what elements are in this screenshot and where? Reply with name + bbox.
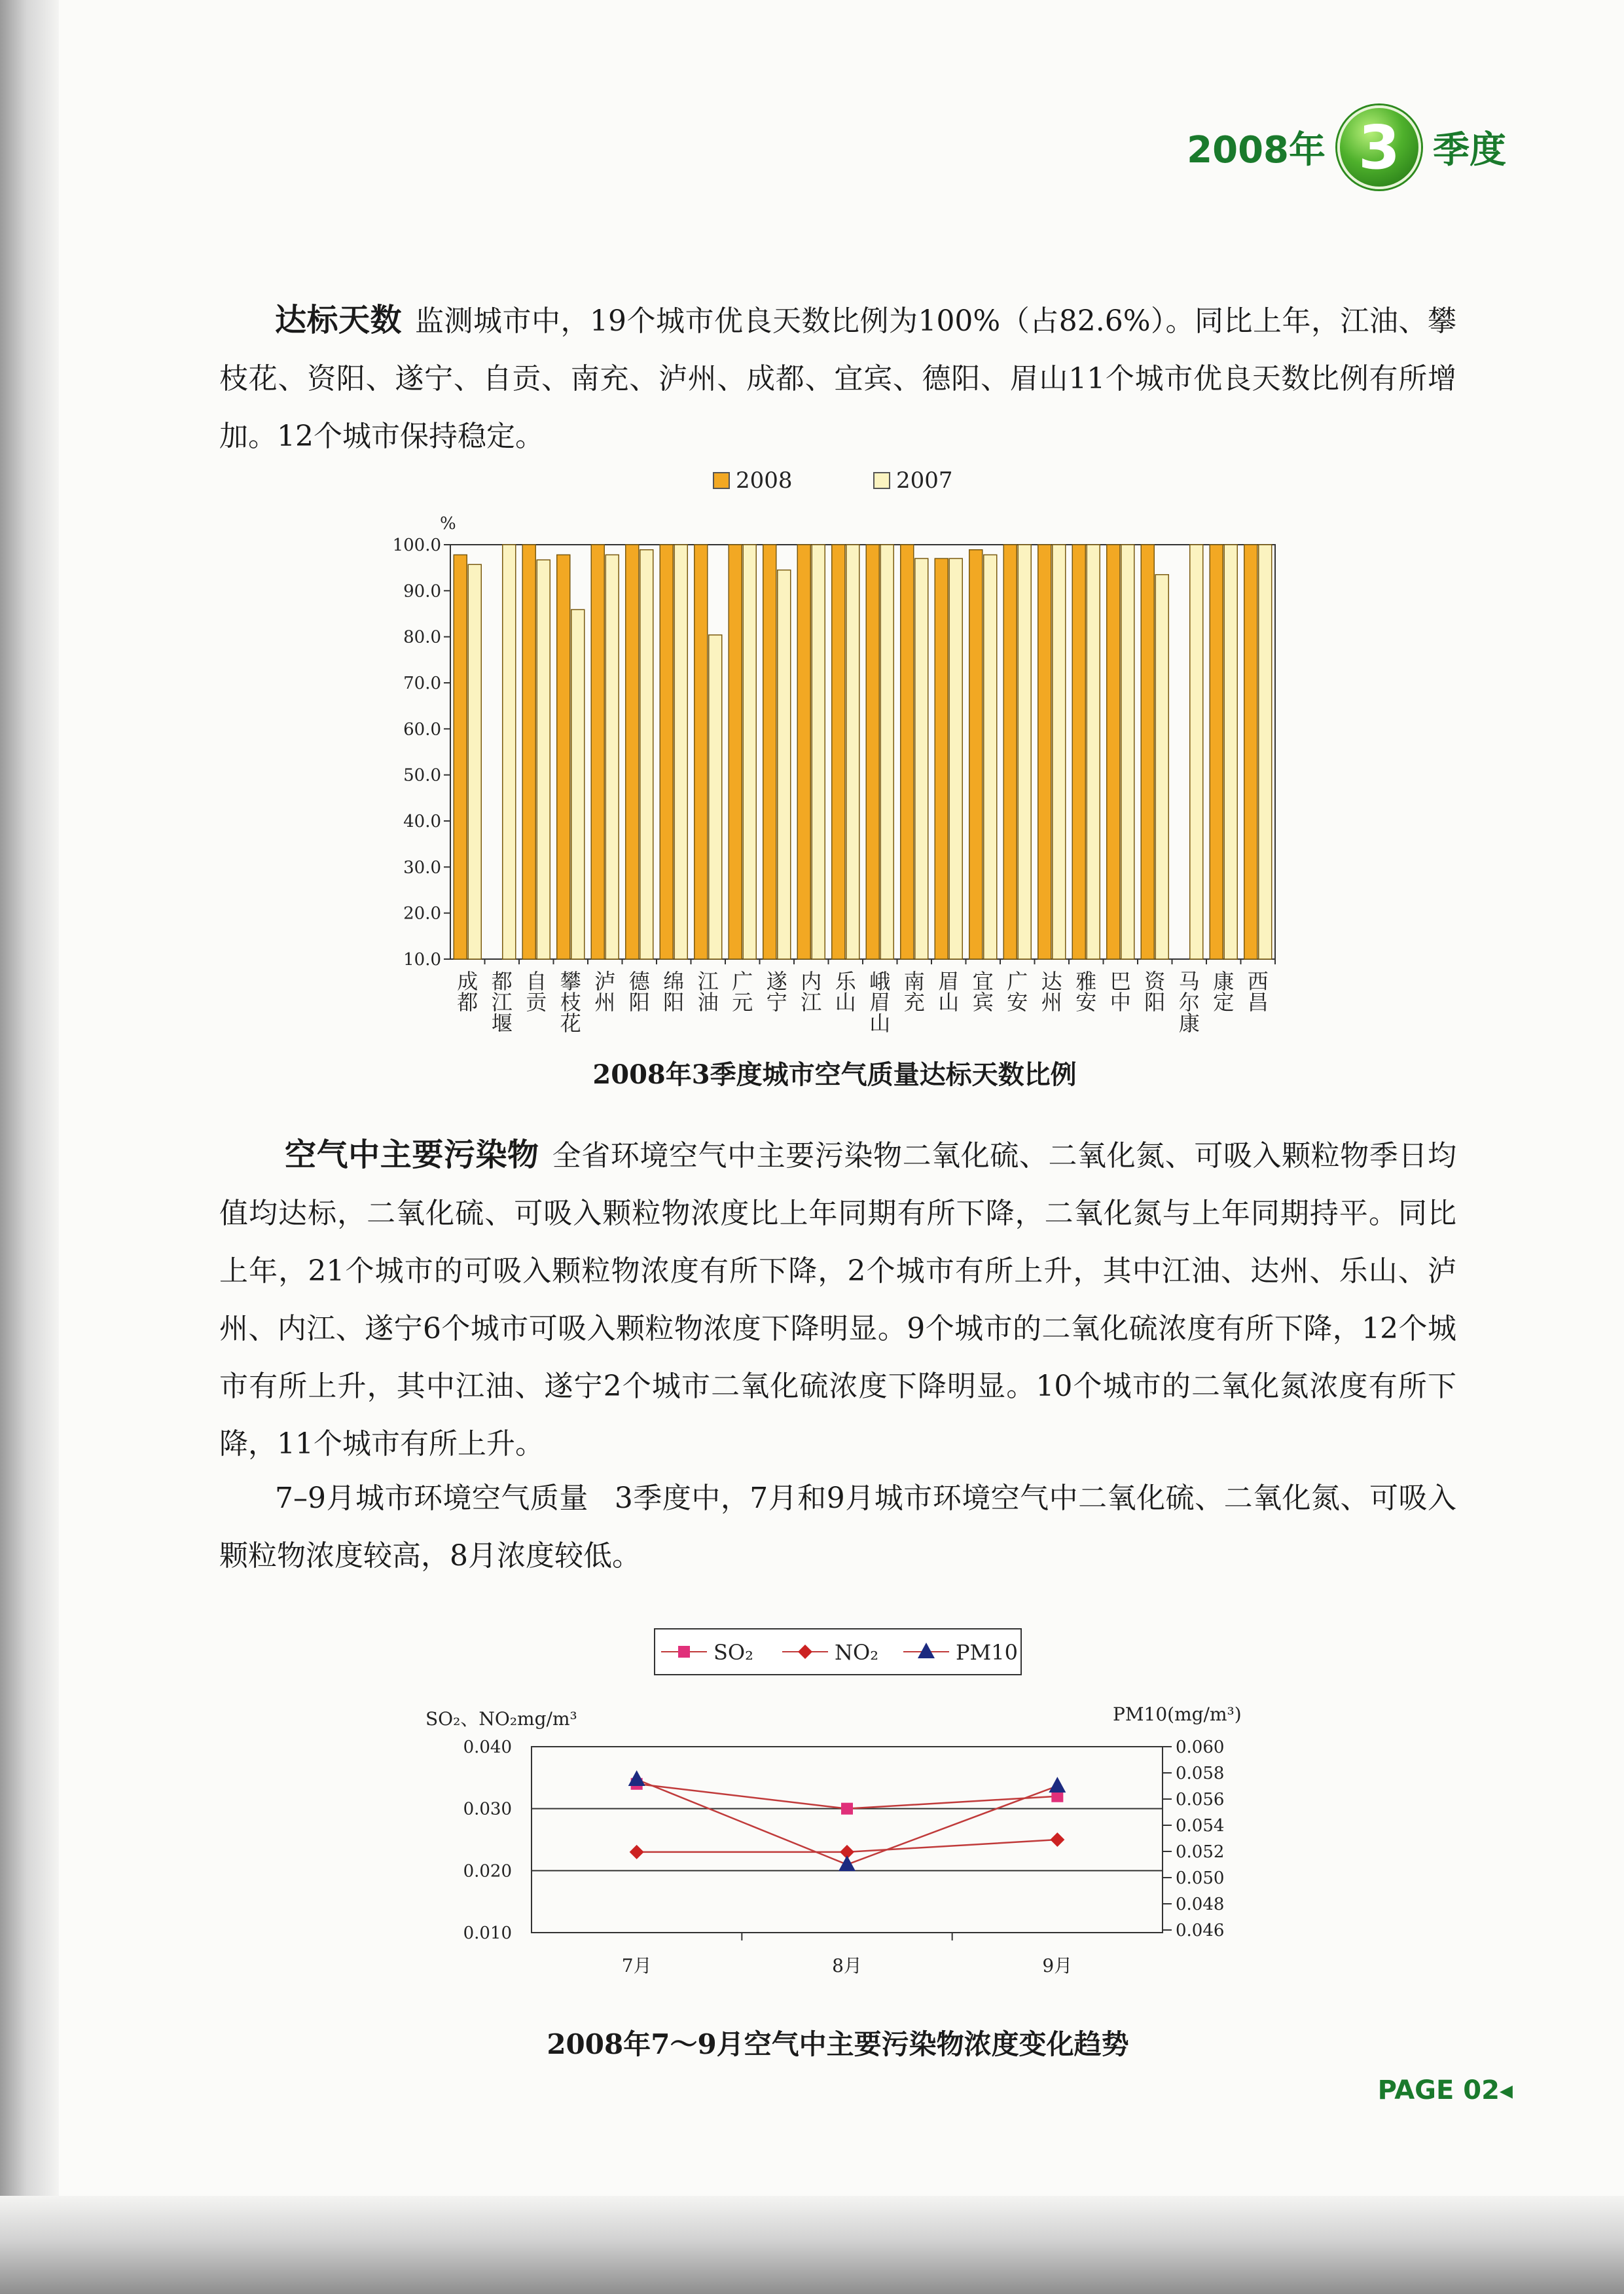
right-tick-label: 0.050 (1176, 1868, 1225, 1888)
quarter-header (1187, 105, 1506, 190)
legend-label-2007: 2007 (896, 467, 953, 494)
bar-2007-达州 (1053, 545, 1066, 959)
x-tick-label-攀枝花: 攀枝花 (560, 969, 581, 1036)
bar-2007-江油 (709, 635, 722, 959)
bar-2007-都江堰 (503, 545, 516, 959)
x-tick-label-成都: 成都 (457, 969, 478, 1015)
point-1-0 (630, 1845, 644, 1859)
y-tick-label: 90.0 (403, 581, 441, 602)
y-tick-label: 100.0 (392, 536, 441, 555)
bar-chart-x-labels (457, 969, 1269, 1036)
bar-2007-西昌 (1259, 545, 1272, 959)
bar-2007-康定 (1224, 545, 1237, 959)
bar-2008-雅安 (1072, 545, 1085, 959)
bar-2008-乐山 (832, 545, 845, 959)
bar-chart-legend (713, 467, 953, 494)
x-tick-label-内江: 内江 (801, 969, 822, 1015)
bar-2007-宜宾 (984, 555, 997, 959)
quarter-badge: 3 (1337, 105, 1421, 189)
line-chart-series (628, 1770, 1066, 1871)
bar-2007-南充 (915, 558, 928, 959)
x-tick-label-南充: 南充 (903, 969, 925, 1015)
section-main-pollutants (219, 1126, 1456, 1473)
compliance-bar-chart (367, 458, 1309, 1054)
bar-2007-德阳 (640, 550, 653, 959)
point-2-2 (1049, 1777, 1066, 1793)
bar-2008-西昌 (1244, 545, 1257, 959)
right-tick-label: 0.048 (1176, 1895, 1225, 1914)
y-tick-label: 20.0 (403, 903, 441, 924)
bar-2007-遂宁 (778, 570, 791, 959)
bar-2007-巴中 (1121, 545, 1134, 959)
bar-2007-广安 (1018, 545, 1031, 959)
line-chart-legend (655, 1629, 1021, 1675)
bar-2007-资阳 (1155, 575, 1168, 959)
point-2-1 (839, 1855, 856, 1871)
x-tick-label-巴中: 巴中 (1110, 969, 1131, 1015)
binding-shadow (0, 0, 59, 2294)
bar-2008-自贡 (522, 545, 535, 959)
bar-2008-绵阳 (660, 545, 673, 959)
right-tick-label: 0.056 (1176, 1790, 1225, 1810)
x-tick-label-资阳: 资阳 (1144, 969, 1166, 1015)
y-tick-label: 80.0 (403, 627, 441, 647)
section-heading: 达标天数 (275, 302, 402, 338)
line-chart-axes (425, 1703, 1242, 1976)
x-tick-label-遂宁: 遂宁 (766, 969, 787, 1015)
bar-chart-bars (454, 545, 1272, 959)
point-0-1 (841, 1803, 853, 1815)
bar-2007-广元 (743, 545, 756, 959)
bar-2007-眉山 (949, 558, 962, 959)
x-tick-label-达州: 达州 (1041, 969, 1062, 1015)
bar-2008-江油 (695, 545, 708, 959)
x-tick-label-自贡: 自贡 (526, 969, 547, 1015)
bar-2008-泸州 (591, 545, 604, 959)
legend-label: SO₂ (713, 1640, 753, 1665)
x-tick-label: 7月 (621, 1955, 652, 1976)
header-year: 2008年 (1187, 129, 1326, 172)
bar-2008-德阳 (626, 545, 639, 959)
plot-frame (532, 1747, 1163, 1933)
bar-2008-资阳 (1141, 545, 1154, 959)
x-tick-label-峨眉山: 峨眉山 (869, 969, 891, 1036)
header-quarter-suffix: 季度 (1433, 129, 1506, 172)
bar-2008-广元 (729, 545, 742, 959)
right-tick-label: 0.046 (1176, 1921, 1225, 1940)
section-body: 监测城市中，19个城市优良天数比例为100%（占82.6%）。同比上年，江油、攀枝花、资阳、遂宁、自贡、南充、泸州、成都、宜宾、德阳、眉山11个城市优良天数比例有所增加。12个城市保持稳定。 (219, 304, 1456, 453)
x-tick-label-江油: 江油 (697, 969, 719, 1015)
bar-2007-内江 (812, 545, 825, 959)
bar-2008-遂宁 (763, 545, 776, 959)
point-1-2 (1050, 1832, 1064, 1847)
y-axis-unit: % (440, 514, 456, 534)
x-tick-label: 9月 (1042, 1955, 1073, 1976)
section-monthly-quality (219, 1470, 1456, 1585)
right-tick-label: 0.054 (1176, 1816, 1225, 1836)
line-chart-caption: 2008年7～9月空气中主要污染物浓度变化趋势 (547, 2028, 1129, 2060)
bar-2007-自贡 (537, 560, 550, 959)
legend-label-2008: 2008 (736, 467, 793, 494)
x-tick-label-宜宾: 宜宾 (972, 969, 994, 1015)
x-tick-label-泸州: 泸州 (594, 969, 616, 1015)
y-tick-label: 60.0 (403, 719, 441, 740)
bar-chart-caption: 2008年3季度城市空气质量达标天数比例 (592, 1059, 1077, 1090)
bar-2007-峨眉山 (880, 545, 893, 959)
x-tick-label-西昌: 西昌 (1247, 969, 1269, 1015)
x-tick-label-绵阳: 绵阳 (663, 969, 685, 1015)
bar-2008-广安 (1003, 545, 1017, 959)
x-tick-label-康定: 康定 (1213, 969, 1235, 1015)
bar-2007-绵阳 (674, 545, 687, 959)
bar-2007-雅安 (1087, 545, 1100, 959)
y-tick-label: 30.0 (403, 858, 441, 878)
legend-label: NO₂ (835, 1640, 879, 1665)
left-tick-label: 0.020 (463, 1861, 512, 1882)
y-tick-label: 50.0 (403, 765, 441, 786)
bar-2008-宜宾 (969, 550, 983, 959)
bar-2008-峨眉山 (866, 545, 879, 959)
right-axis-label: PM10(mg/m³) (1113, 1703, 1242, 1725)
bar-2007-马尔康 (1190, 545, 1203, 959)
bar-2008-达州 (1038, 545, 1051, 959)
bar-2007-乐山 (846, 545, 859, 959)
bar-2007-成都 (468, 564, 481, 959)
x-tick-label-都江堰: 都江堰 (491, 969, 513, 1036)
legend-swatch-2007 (874, 473, 890, 488)
x-tick-label-眉山: 眉山 (938, 969, 960, 1015)
y-tick-label: 70.0 (403, 674, 441, 693)
bar-2008-内江 (797, 545, 810, 959)
pollutant-trend-chart (419, 1617, 1283, 1997)
point-2-0 (628, 1770, 645, 1786)
bar-2007-泸州 (605, 555, 619, 959)
bar-2008-康定 (1210, 545, 1223, 959)
left-tick-label: 0.040 (463, 1738, 512, 1757)
bar-2008-南充 (901, 545, 914, 959)
y-tick-label: 10.0 (403, 950, 441, 970)
bar-2008-巴中 (1107, 545, 1120, 959)
x-tick-label-广元: 广元 (732, 969, 753, 1015)
x-tick-label-马尔康: 马尔康 (1178, 969, 1200, 1036)
x-tick-label-乐山: 乐山 (835, 969, 856, 1015)
bar-2007-攀枝花 (571, 610, 585, 959)
x-tick-label-德阳: 德阳 (628, 969, 650, 1015)
x-tick-label-雅安: 雅安 (1075, 969, 1097, 1015)
section-heading: 空气中主要污染物 (285, 1137, 539, 1173)
section-compliance-days (219, 291, 1456, 465)
section-body: 3季度中，7月和9月城市环境空气中二氧化硫、二氧化氮、可吸入颗粒物浓度较高，8月浓度较低。 (219, 1482, 1456, 1573)
page-number: PAGE 02◂ (1377, 2075, 1513, 2105)
right-tick-label: 0.052 (1176, 1842, 1225, 1862)
bar-2008-成都 (454, 555, 467, 959)
section-heading: 7–9月城市环境空气质量 (275, 1482, 588, 1515)
legend-label: PM10 (956, 1640, 1019, 1665)
x-tick-label-广安: 广安 (1007, 969, 1028, 1015)
left-tick-label: 0.010 (463, 1923, 512, 1943)
x-tick-label: 8月 (832, 1955, 862, 1976)
left-axis-label: SO₂、NO₂mg/m³ (425, 1708, 577, 1730)
bar-2008-眉山 (935, 558, 948, 959)
right-tick-label: 0.058 (1176, 1764, 1225, 1783)
left-tick-label: 0.030 (463, 1799, 512, 1819)
legend-marker (678, 1646, 690, 1658)
legend-swatch-2008 (713, 473, 729, 488)
bottom-shadow (0, 2196, 1624, 2294)
bar-2008-攀枝花 (557, 555, 570, 959)
right-tick-label: 0.060 (1176, 1738, 1225, 1757)
y-tick-label: 40.0 (403, 812, 441, 831)
section-body: 全省环境空气中主要污染物二氧化硫、二氧化氮、可吸入颗粒物季日均值均达标，二氧化硫、可吸入颗粒物浓度比上年同期有所下降，二氧化氮与上年同期持平。同比上年，21个城市的可吸入颗粒物浓度有所下降，2个城市有所上升，其中江油、达州、乐山、泸州、内江、遂宁6个城市可吸入颗粒物浓度下降明显。9个城市的二氧化硫浓度有所下降，12个城市有所上升，其中江油、遂宁2个城市二氧化硫浓度下降明显。10个城市的二氧化氮浓度有所下降，11个城市有所上升。 (219, 1139, 1456, 1461)
